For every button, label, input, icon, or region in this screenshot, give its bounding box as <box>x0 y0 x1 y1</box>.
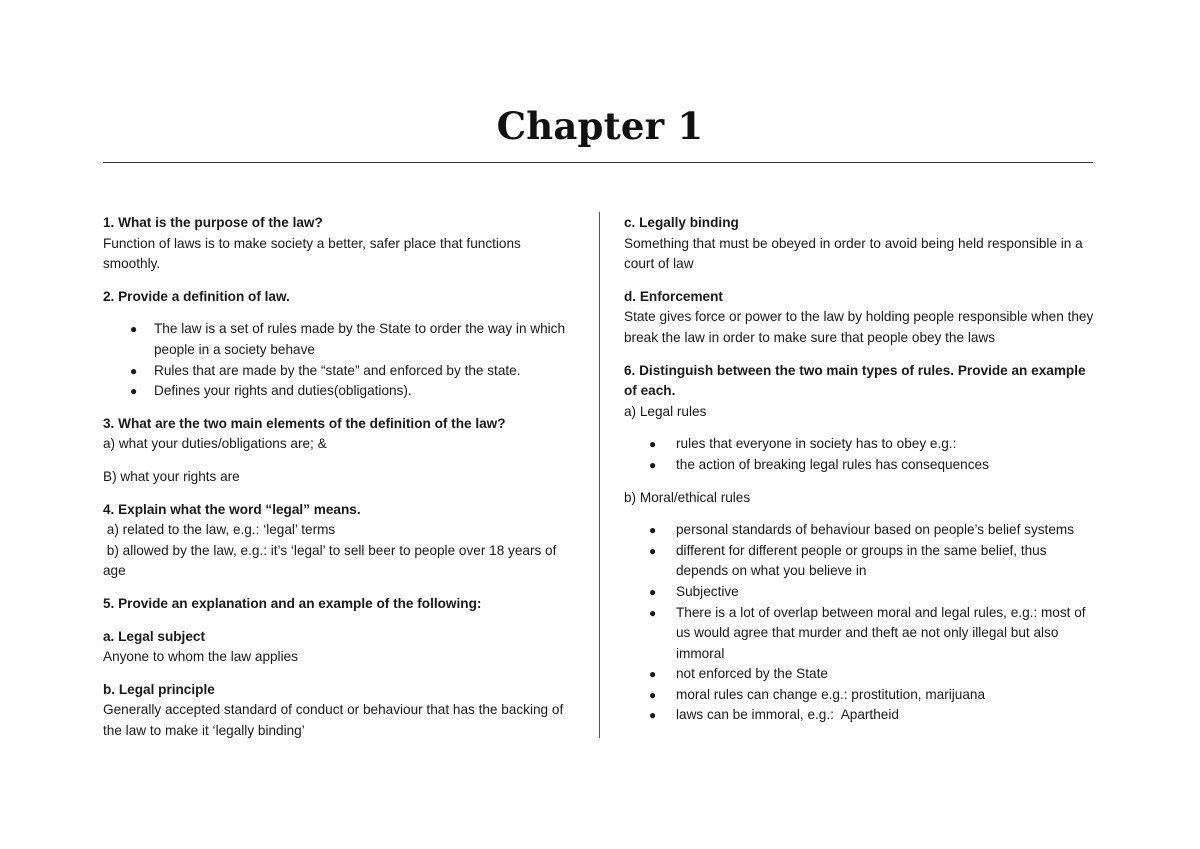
list-item: ● personal standards of behaviour based on people’s belief systems <box>624 520 1098 541</box>
bullet-icon: ● <box>649 584 657 599</box>
list-item: ● Rules that are made by the “state” and enforced by the state. <box>103 361 581 382</box>
answer-1: Function of laws is to make society a better, safer place that functions smoothly. <box>103 235 521 272</box>
definition-list <box>103 319 581 401</box>
question-5a: a. Legal subject <box>103 628 205 644</box>
question-6: 6. Distinguish between the two main types of rules. Provide an example of each. <box>624 362 1086 399</box>
right-column <box>624 213 1098 726</box>
answer-3b: B) what your rights are <box>103 468 240 484</box>
list-item: ● the action of breaking legal rules has consequences <box>624 455 1098 476</box>
bullet-icon: ● <box>130 363 138 378</box>
list-item: ● Subjective <box>624 582 1098 603</box>
moral-rules-list <box>624 520 1098 726</box>
question-2: 2. Provide a definition of law. <box>103 288 290 304</box>
answer-6b-heading: b) Moral/ethical rules <box>624 489 751 505</box>
bullet-icon: ● <box>649 708 657 723</box>
title-underline <box>103 162 1093 163</box>
question-4: 4. Explain what the word “legal” means. <box>103 501 361 517</box>
bullet-icon: ● <box>649 543 657 558</box>
bullet-icon: ● <box>130 384 138 399</box>
answer-5a: Anyone to whom the law applies <box>103 649 298 665</box>
bullet-icon: ● <box>649 457 657 472</box>
bullet-icon: ● <box>649 523 657 538</box>
list-item: ● Defines your rights and duties(obligations). <box>103 381 581 402</box>
legal-rules-list <box>624 434 1098 475</box>
list-item: ● not enforced by the State <box>624 664 1098 685</box>
bullet-icon: ● <box>649 605 657 620</box>
list-item: ● There is a lot of overlap between moral and legal rules, e.g.: most of us would agree that murder and theft ae not only illegal but also immoral <box>649 604 1086 661</box>
list-item: ● rules that everyone in society has to obey e.g.: <box>624 434 1098 455</box>
question-5: 5. Provide an explanation and an example of the following: <box>103 595 482 611</box>
list-item: ● moral rules can change e.g.: prostitution, marijuana <box>624 685 1098 706</box>
answer-5b: Generally accepted standard of conduct or behaviour that has the backing of the law to make it ‘legally binding’ <box>103 702 564 738</box>
bullet-icon: ● <box>649 437 657 452</box>
answer-3a: a) what your duties/obligations are; & <box>103 436 327 452</box>
answer-5d: State gives force or power to the law by holding people responsible when they break the law in order to make sure that people obey the laws <box>624 309 1094 345</box>
answer-5c: Something that must be obeyed in order to avoid being held responsible in a court of law <box>624 235 1083 272</box>
question-5b: b. Legal principle <box>103 681 215 697</box>
left-column <box>103 213 581 741</box>
page-title: Chapter 1 <box>496 104 704 148</box>
question-5c: c. Legally binding <box>624 215 739 230</box>
question-5d: d. Enforcement <box>624 288 723 304</box>
question-3: 3. What are the two main elements of the definition of the law? <box>103 415 506 431</box>
answer-4b: b) allowed by the law, e.g.: it’s ‘legal’ to sell beer to people over 18 years of age <box>103 542 561 579</box>
question-1: 1. What is the purpose of the law? <box>103 215 323 230</box>
column-divider <box>599 212 600 738</box>
answer-4a: a) related to the law, e.g.: ‘legal’ terms <box>103 522 336 538</box>
answer-6a-heading: a) Legal rules <box>624 403 707 419</box>
list-item: ● laws can be immoral, e.g.: Apartheid <box>624 705 1098 726</box>
bullet-icon: ● <box>649 667 657 682</box>
list-item: ● different for different people or groups in the same belief, thus depends on what you believe in <box>649 542 1047 579</box>
list-item: ● The law is a set of rules made by the State to order the way in which people in a society behave <box>130 321 566 357</box>
bullet-icon: ● <box>649 687 657 702</box>
bullet-icon: ● <box>130 322 138 337</box>
